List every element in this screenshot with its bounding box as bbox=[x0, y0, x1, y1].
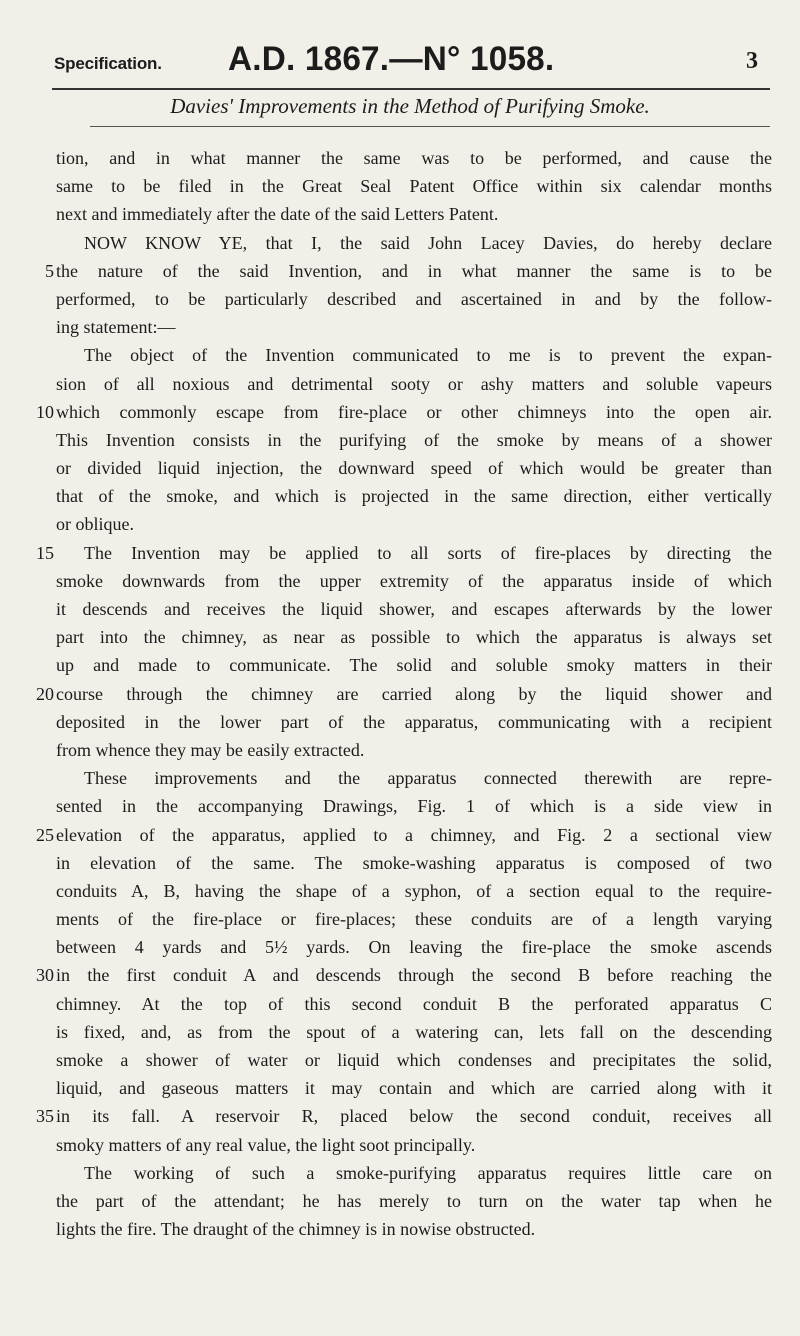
line-text: smoke a shower of water or liquid which condenses and precipitates the solid, bbox=[56, 1050, 772, 1070]
line-text: These improvements and the apparatus connected therewith are repre- bbox=[84, 768, 772, 789]
text-line bbox=[56, 510, 772, 538]
line-number: 25 bbox=[36, 824, 54, 845]
text-line bbox=[56, 1018, 772, 1046]
line-number: 15 bbox=[36, 542, 54, 563]
text-line bbox=[56, 567, 772, 595]
text-line bbox=[45, 257, 772, 285]
text-line bbox=[56, 341, 772, 369]
line-text: liquid, and gaseous matters it may contain and which are carried along with it bbox=[56, 1078, 772, 1099]
text-line bbox=[56, 313, 772, 341]
line-text: course through the chimney are carried along by the liquid shower and bbox=[56, 683, 772, 704]
line-text: The object of the Invention communicated to me is to prevent the expan- bbox=[84, 345, 772, 366]
specification-label: Specification. bbox=[54, 54, 162, 73]
line-text: up and made to communicate. The solid and soluble smoky matters in their bbox=[56, 655, 772, 676]
text-line bbox=[56, 426, 772, 454]
text-line bbox=[56, 172, 772, 200]
line-text: deposited in the lower part of the apparatus, communicating with a recipient bbox=[56, 711, 772, 732]
text-line bbox=[56, 933, 772, 961]
text-line bbox=[56, 370, 772, 398]
text-line bbox=[56, 482, 772, 510]
line-text: the nature of the said Invention, and in what manner the same is to be bbox=[56, 260, 772, 281]
line-number: 30 bbox=[36, 965, 54, 986]
line-text: the part of the attendant; he has merely to turn on the water tap when he bbox=[56, 1190, 772, 1211]
line-text: conduits A, B, having the shape of a syphon, of a section equal to the require- bbox=[56, 880, 772, 901]
text-line bbox=[56, 1159, 772, 1187]
text-line bbox=[56, 905, 772, 933]
line-text: that of the smoke, and which is projected in the same direction, either vertically bbox=[56, 486, 772, 507]
text-line bbox=[56, 990, 772, 1018]
running-title: Davies' Improvements in the Method of Purifying Smoke. bbox=[170, 94, 650, 118]
line-text: is fixed, and, as from the spout of a watering can, lets fall on the descending bbox=[56, 1021, 772, 1042]
line-text: performed, to be particularly described and ascertained in and by the follow- bbox=[56, 288, 772, 309]
line-text: sented in the accompanying Drawings, Fig. 1 of which is a side view in bbox=[56, 796, 772, 817]
text-line bbox=[56, 144, 772, 172]
line-text: in the first conduit A and descends through the second B before reaching the bbox=[56, 965, 772, 986]
text-line bbox=[56, 877, 772, 905]
text-line bbox=[36, 680, 772, 708]
subtitle-rule bbox=[90, 126, 770, 127]
line-text: lights the fire. The draught of the chimney is in nowise obstructed. bbox=[56, 1219, 536, 1240]
line-text: The working of such a smoke-purifying apparatus requires little care on bbox=[84, 1162, 772, 1183]
line-text: or divided liquid injection, the downward speed of which would be greater than bbox=[56, 458, 772, 479]
text-line bbox=[56, 1046, 772, 1074]
text-line bbox=[36, 961, 772, 989]
line-text: ing statement:— bbox=[56, 317, 176, 338]
line-text: smoky matters of any real value, the light soot principally. bbox=[56, 1134, 476, 1155]
text-line bbox=[56, 1074, 772, 1102]
line-text: which commonly escape from fire-place or other chimneys into the open air. bbox=[56, 401, 772, 422]
page-number: 3 bbox=[746, 48, 758, 74]
text-line bbox=[56, 708, 772, 736]
text-line bbox=[36, 398, 772, 426]
line-text: or oblique. bbox=[56, 514, 134, 535]
text-line bbox=[56, 285, 772, 313]
text-line bbox=[56, 1187, 772, 1215]
text-line bbox=[56, 1215, 772, 1243]
text-line bbox=[56, 764, 772, 792]
text-line bbox=[56, 229, 772, 257]
line-text: part into the chimney, as near as possible to which the apparatus is always set bbox=[56, 627, 772, 648]
text-line bbox=[36, 1102, 772, 1130]
body-text bbox=[36, 144, 772, 1243]
text-line bbox=[36, 539, 772, 567]
line-text: between 4 yards and 5½ yards. On leaving the fire-place the smoke ascends bbox=[56, 937, 772, 958]
text-line bbox=[56, 595, 772, 623]
line-text: ments of the fire-place or fire-places; these conduits are of a length varying bbox=[56, 909, 772, 930]
text-line bbox=[56, 849, 772, 877]
line-text: smoke downwards from the upper extremity of the apparatus inside of which bbox=[56, 570, 772, 591]
line-text: same to be filed in the Great Seal Patent Office within six calendar months bbox=[56, 176, 772, 197]
line-text: This Invention consists in the purifying of the smoke by means of a shower bbox=[56, 429, 772, 450]
line-text: in its fall. A reservoir R, placed below the second conduit, receives all bbox=[56, 1106, 772, 1127]
line-text: tion, and in what manner the same was to be performed, and cause the bbox=[56, 148, 772, 168]
line-text: from whence they may be easily extracted. bbox=[56, 739, 365, 760]
text-line bbox=[56, 792, 772, 820]
line-number: 10 bbox=[36, 401, 54, 422]
line-text: elevation of the apparatus, applied to a chimney, and Fig. 2 a sectional view bbox=[56, 824, 772, 845]
text-line bbox=[56, 651, 772, 679]
line-text: NOW KNOW YE, that I, the said John Lacey Davies, do hereby declare bbox=[84, 232, 772, 253]
line-number: 20 bbox=[36, 683, 54, 704]
patent-title: A.D. 1867.—N° 1058. bbox=[228, 40, 555, 78]
text-line bbox=[36, 821, 772, 849]
line-text: chimney. At the top of this second conduit B the perforated apparatus C bbox=[56, 993, 772, 1014]
header-rule bbox=[52, 88, 770, 90]
text-line bbox=[56, 1131, 772, 1159]
text-line bbox=[56, 623, 772, 651]
line-text: it descends and receives the liquid shower, and escapes afterwards by the lower bbox=[56, 599, 772, 619]
line-text: sion of all noxious and detrimental sooty or ashy matters and soluble vapeurs bbox=[56, 373, 772, 394]
line-text: in elevation of the same. The smoke-washing apparatus is composed of two bbox=[56, 852, 772, 873]
text-line bbox=[56, 736, 772, 764]
text-line bbox=[56, 454, 772, 482]
line-number: 5 bbox=[45, 260, 54, 281]
line-text: The Invention may be applied to all sorts of fire-places by directing the bbox=[84, 542, 772, 563]
text-line bbox=[56, 200, 772, 228]
line-number: 35 bbox=[36, 1106, 54, 1127]
line-text: next and immediately after the date of the said Letters Patent. bbox=[56, 204, 499, 225]
